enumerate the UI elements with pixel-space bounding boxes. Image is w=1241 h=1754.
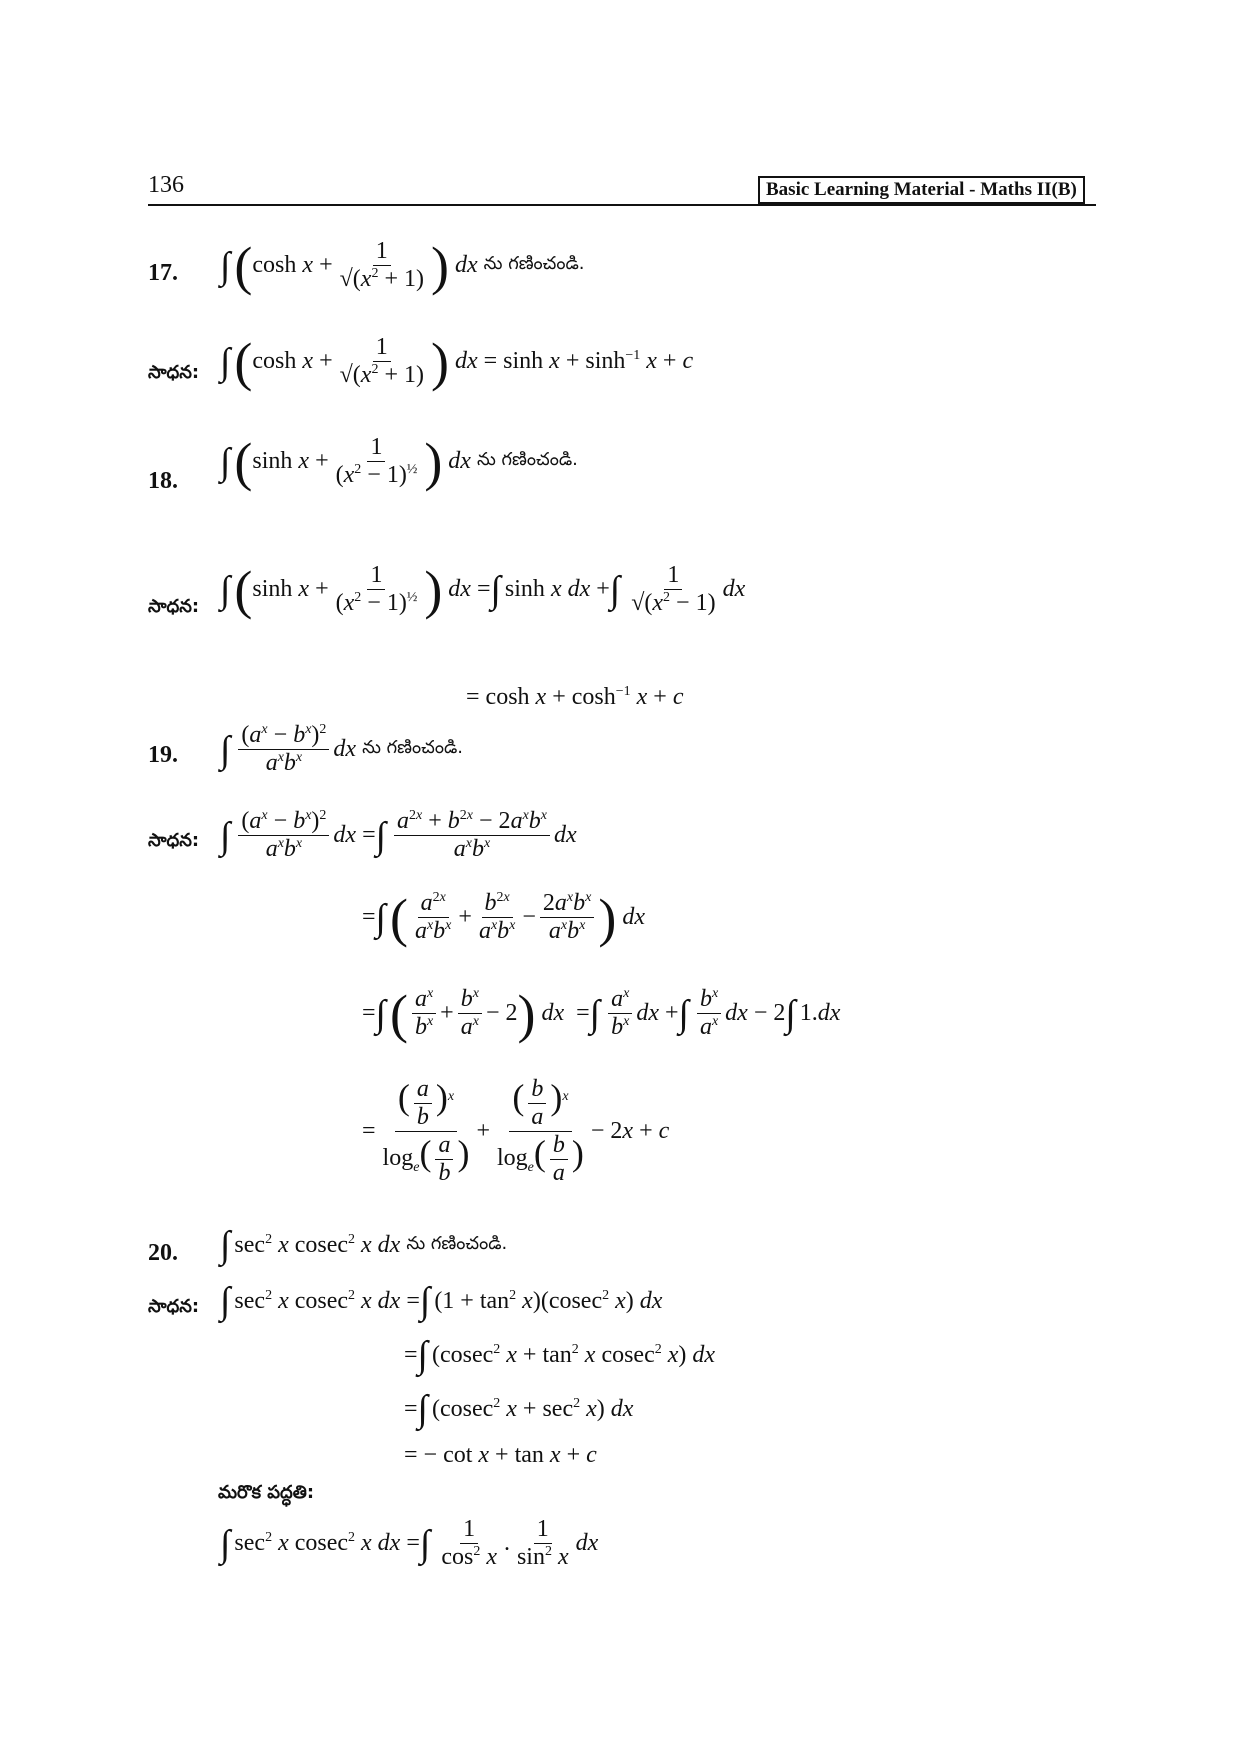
header-rule [148,204,1096,206]
solution-label: సాధన: [148,1296,200,1317]
problem-18-statement: ∫ ( sinh x + $\frac{1}{(x^2 - 1)^{\frac{1}{2}}}$ ) dx ను గణించండి. [220,431,578,492]
solution-label: సాధన: [148,596,200,617]
solution-20-line-1: ∫ $\sec^2 x$ cosec$^2$ x dx = ∫ $(1 + \tan^2 x)(cosec^2$ x) dx [220,1280,663,1322]
solution-19-line-3: = ∫ ( $a^x$ $b^x$ + $\frac{b^x}{a^x}$ − 2 ) dx = ∫ $a^x$ $b^x$ dx + ∫ $b^x$ $a^x$ dx − 2 ∫ 1.dx [362,983,841,1044]
evaluate-text: ను గణించండి. [362,737,463,758]
solution-19-line-1: ∫ $(a^x - b^x)^2$ $a^xb^x$ dx = ∫ $a^{2x} + b^{2x} - 2a^xb^x$ $a^xb^x$ dx [220,808,577,862]
solution-20-line-3: = ∫ (cosec$^2$ $x + \sec^2 x$) dx [404,1388,634,1430]
page-number: 136 [148,172,184,198]
solution-20-line-4: = − cot x + tan x + c [404,1442,597,1468]
another-method-label: మరొక పద్ధతి: [218,1482,315,1503]
evaluate-text: ను గణించండి. [406,1232,508,1254]
another-method-line-1: ∫ $\sec^2 x$ cosec$^2$ x dx = ∫ 1 $\cos^2 x$ . 1 $\sin^2 x$ dx [220,1516,599,1570]
solution-19-line-4: = ( $\frac{a}{b}$ )$^x$ $\log_e$( $\frac{a}{b}$ ) + ( $\frac{b}{a}$ )$^x$ $\log_e$( $\frac{b}{a}$ ) − 2x + c [362,1076,670,1186]
problem-20-statement: ∫ $\sec^2 x$ cosec$^2$ x dx ను గణించండి. [220,1224,508,1266]
problem-number: 18. [148,468,178,494]
solution-18-line-2: = $\cosh x + \cosh^{-1} x + c$ [466,684,684,710]
solution-18: ∫ ( sinh x + $\frac{1}{(x^2 - 1)^{\frac{1}{2}}}$ ) dx = ∫ sinh x dx + ∫ 1 $√(x^2 - 1)$ dx [220,559,746,620]
solution-label: సాధన: [148,830,200,851]
solution-20-line-2: = ∫ (cosec$^2$ $x + \tan^2 x$ cosec$^2$ x) dx [404,1334,716,1376]
book-title: Basic Learning Material - Maths II(B) [758,176,1085,204]
solution-label: సాధన: [148,362,200,383]
problem-19-statement: ∫ $(a^x - b^x)^2$ $a^xb^x$ dx ను గణించండి. [220,722,463,776]
problem-number: 20. [148,1240,178,1266]
evaluate-text: ను గణించండి. [476,449,578,470]
problem-number: 17. [148,260,178,286]
solution-19-line-2: = ∫ ( $a^{2x}$ $a^xb^x$ + $b^{2x}$ $a^xb^x$ − $2a^xb^x$ $a^xb^x$ ) dx [362,887,645,948]
problem-number: 19. [148,742,178,768]
evaluate-text: ను గణించండి. [483,253,585,274]
solution-17: ∫ ( cosh x + $\frac{1}{√(x^2 + 1)}$ ) dx = $\sinh x + \sinh^{-1} x + c$ [220,331,694,392]
problem-17-statement: ∫ ( cosh x + $\frac{1}{√(x^2 + 1)}$ ) dx ను గణించండి. [220,235,585,296]
